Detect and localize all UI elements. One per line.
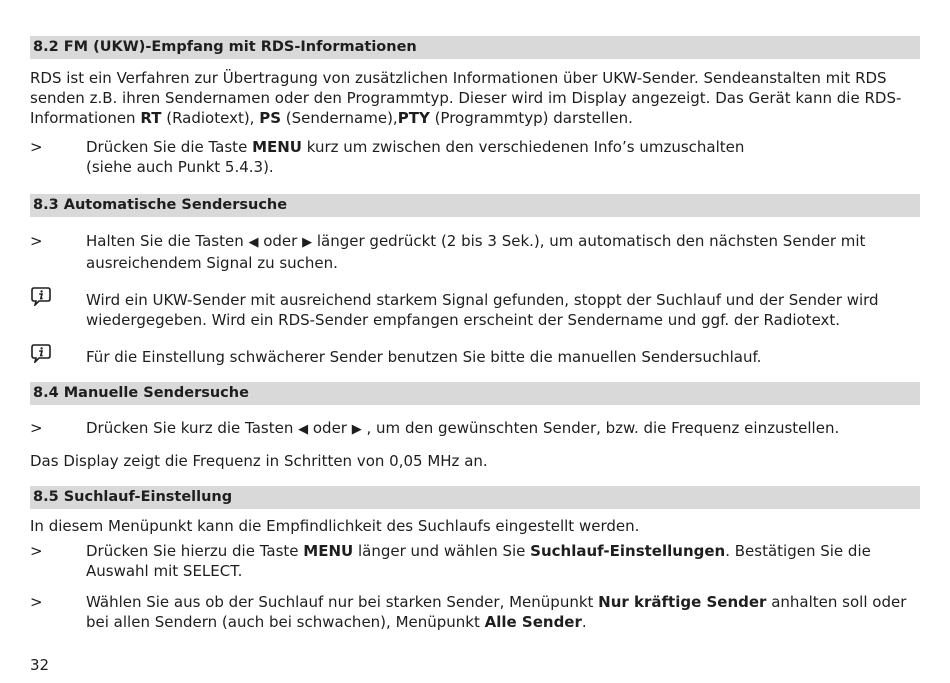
- select-key: SELECT: [182, 562, 238, 580]
- item-text: Drücken Sie hierzu die Taste: [86, 542, 304, 560]
- list-item-menu-info: [30, 137, 920, 177]
- menu-option: Alle Sender: [484, 613, 582, 631]
- sensitivity-paragraph: In diesem Menüpunkt kann die Empfindlichkeit des Suchlaufs eingestellt werden.: [30, 517, 640, 535]
- section-heading-8-2: 8.2 FM (UKW)-Empfang mit RDS-Informationen: [30, 36, 920, 59]
- list-item-auto-search: [30, 231, 920, 273]
- item-text: oder: [258, 232, 303, 250]
- item-text: Drücken Sie die Taste: [86, 138, 253, 156]
- page-number: 32: [30, 656, 50, 674]
- rds-text: RDS ist ein Verfahren zur Übertragung von zusätzlichen Informationen über UKW-Sender. Sendeanstalten mit RDS senden z.B. ihren Sendernamen oder den Programmtyp. Dieser wird im Display angezeigt. Das Gerät kann die RDS-Informationen: [30, 69, 902, 127]
- item-text: länger und wählen Sie: [353, 542, 531, 560]
- list-item-manual-search: [30, 418, 920, 440]
- list-item-search-settings: [30, 541, 920, 581]
- item-text: Wählen Sie aus ob der Suchlauf nur bei starken Sender, Menüpunkt: [86, 593, 599, 611]
- right-arrow-icon: ▶: [351, 422, 362, 437]
- right-arrow-icon: ▶: [302, 235, 313, 250]
- ps-desc: (Sendername),: [281, 109, 398, 127]
- info-note-1: [30, 290, 920, 330]
- rt-desc: (Radiotext),: [161, 109, 260, 127]
- item-text: Halten Sie die Tasten: [86, 232, 249, 250]
- menu-key: MENU: [252, 138, 302, 156]
- bullet-marker: >: [30, 542, 43, 560]
- section-heading-8-4: 8.4 Manuelle Sendersuche: [30, 382, 920, 405]
- item-text: , um den gewünschten Sender, bzw. die Frequenz einzustellen.: [361, 419, 840, 437]
- item-text: (siehe auch Punkt 5.4.3).: [86, 158, 274, 176]
- bullet-marker: >: [30, 419, 43, 437]
- rds-paragraph: [30, 68, 920, 128]
- item-text: anhalten soll oder bei allen Sendern (auch bei schwachen), Menüpunkt: [86, 593, 907, 631]
- page-content: [30, 36, 920, 632]
- menu-option: Suchlauf-Einstellungen: [530, 542, 726, 560]
- bullet-marker: >: [30, 138, 43, 156]
- item-text: Drücken Sie kurz die Tasten: [86, 419, 299, 437]
- ps-label: PS: [259, 109, 282, 127]
- menu-key: MENU: [303, 542, 354, 560]
- frequency-paragraph: Das Display zeigt die Frequenz in Schritten von 0,05 MHz an.: [30, 452, 488, 470]
- item-text: oder: [308, 419, 352, 437]
- info-note-2: [30, 347, 920, 367]
- pty-label: PTY: [397, 109, 430, 127]
- info-text: Für die Einstellung schwächerer Sender benutzen Sie bitte die manuellen Sendersuchlauf.: [86, 348, 762, 366]
- list-item-search-mode: [30, 592, 920, 632]
- info-text: Wird ein UKW-Sender mit ausreichend starkem Signal gefunden, stoppt der Suchlauf und der Sender wird wiedergegeben. Wird ein RDS-Sender empfangen erscheint der Sendername und ggf. der Radiotext.: [86, 291, 879, 329]
- left-arrow-icon: ◀: [248, 235, 259, 250]
- menu-option: Nur kräftige Sender: [598, 593, 767, 611]
- section-heading-8-5: 8.5 Suchlauf-Einstellung: [30, 486, 920, 509]
- item-text: .: [237, 562, 243, 580]
- rt-label: RT: [140, 109, 162, 127]
- pty-desc: (Programmtyp) darstellen.: [429, 109, 633, 127]
- bullet-marker: >: [30, 593, 43, 611]
- item-text: kurz um zwischen den verschiedenen Info’s umzuschalten: [301, 138, 745, 156]
- info-icon: [30, 343, 52, 363]
- item-text: .: [581, 613, 587, 631]
- bullet-marker: >: [30, 232, 43, 250]
- section-heading-8-3: 8.3 Automatische Sendersuche: [30, 194, 920, 217]
- item-text: . Bestätigen Sie die Auswahl mit: [86, 542, 871, 580]
- info-icon: [30, 286, 52, 306]
- left-arrow-icon: ◀: [298, 422, 309, 437]
- item-text: länger gedrückt (2 bis 3 Sek.), um automatisch den nächsten Sender mit ausreichendem Signal zu suchen.: [86, 232, 866, 272]
